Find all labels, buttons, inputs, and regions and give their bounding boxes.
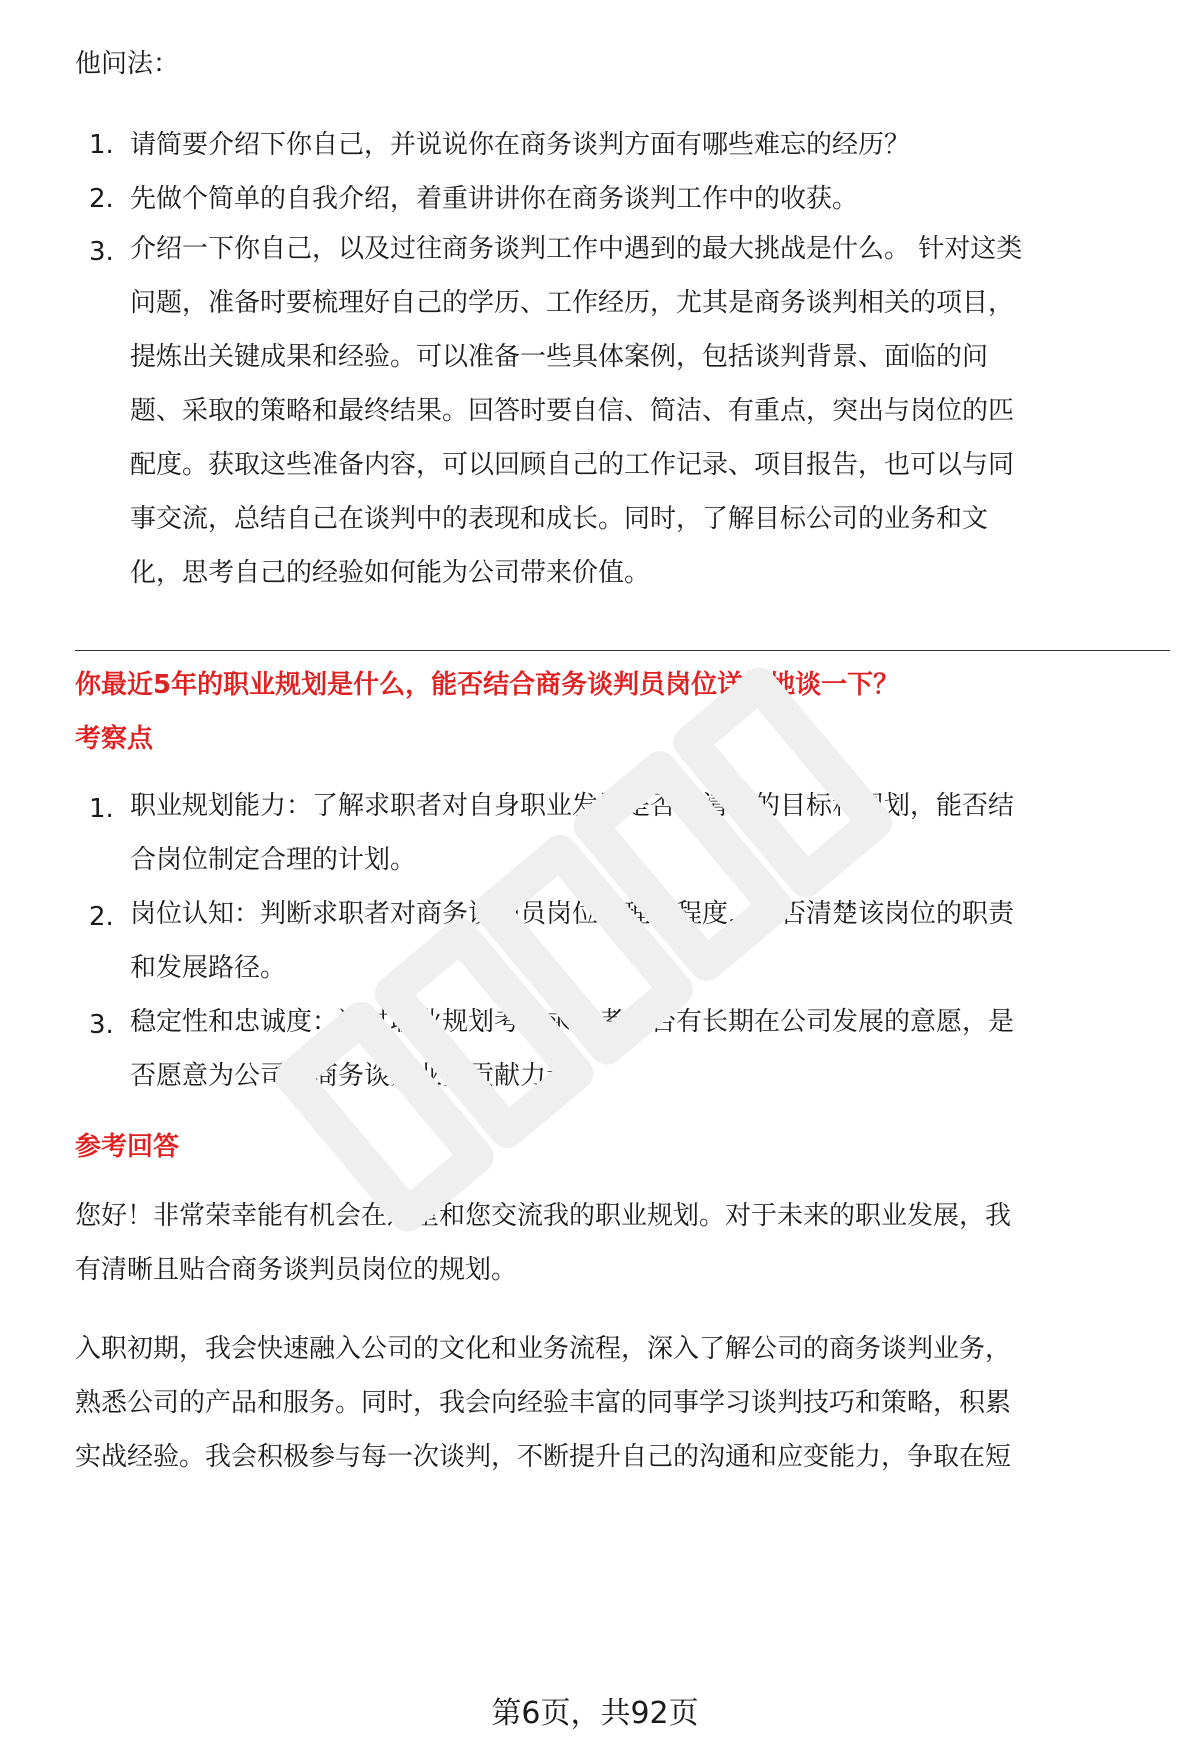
answer-paragraph xyxy=(75,1322,1011,1484)
list-text: 介绍一下你自己，以及过往商务谈判工作中遇到的最大挑战是什么。 针对这类 xyxy=(130,234,1023,264)
list-text: 题、采取的策略和最终结果。回答时要自信、简洁、有重点，突出与岗位的匹 xyxy=(130,396,1015,426)
intro-text: 他问法： xyxy=(75,49,180,79)
list-text: 化，思考自己的经验如何能为公司带来价值。 xyxy=(130,558,651,588)
list-number: 3. xyxy=(89,1010,114,1040)
list-text: 和发展路径。 xyxy=(130,953,287,983)
answer-line: 熟悉公司的产品和服务。同时，我会向经验丰富的同事学习谈判技巧和策略，积累 xyxy=(75,1388,1012,1418)
list-text: 配度。获取这些准备内容，可以回顾自己的工作记录、项目报告，也可以与同 xyxy=(130,450,1015,480)
focus-heading: 考察点 xyxy=(75,724,154,754)
page-number-footer: 第6页，共92页 xyxy=(491,1696,699,1731)
list-text: 请简要介绍下你自己，并说说你在商务谈判方面有哪些难忘的经历？ xyxy=(130,130,911,160)
list-number: 1. xyxy=(89,130,114,160)
answer-line: 实战经验。我会积极参与每一次谈判，不断提升自己的沟通和应变能力，争取在短 xyxy=(75,1442,1012,1472)
list-number: 2. xyxy=(89,902,114,932)
list-text: 问题，准备时要梳理好自己的学历、工作经历，尤其是商务谈判相关的项目， xyxy=(130,288,1015,318)
answer-line: 您好！非常荣幸能有机会在这里和您交流我的职业规划。对于未来的职业发展，我 xyxy=(75,1201,1012,1231)
list-text: 合岗位制定合理的计划。 xyxy=(130,845,417,875)
question-heading: 你最近5年的职业规划是什么，能否结合商务谈判员岗位详细地谈一下？ xyxy=(75,670,900,700)
list-number: 1. xyxy=(89,794,114,824)
list-text: 先做个简单的自我介绍，着重讲讲你在商务谈判工作中的收获。 xyxy=(130,184,859,214)
list-text: 稳定性和忠诚度：通过职业规划考察求职者是否有长期在公司发展的意愿，是 xyxy=(130,1007,1015,1037)
list-text: 否愿意为公司的商务谈判业务贡献力量。 xyxy=(130,1061,599,1091)
list-number: 2. xyxy=(89,184,114,214)
section-divider xyxy=(75,650,1170,651)
list-number: 3. xyxy=(89,237,114,267)
list-text: 事交流，总结自己在谈判中的表现和成长。同时，了解目标公司的业务和文 xyxy=(130,504,989,534)
list-text: 职业规划能力：了解求职者对自身职业发展是否有清晰的目标和规划，能否结 xyxy=(130,791,1015,821)
list-text: 岗位认知：判断求职者对商务谈判员岗位的理解程度，是否清楚该岗位的职责 xyxy=(130,899,1015,929)
answer-line: 有清晰且贴合商务谈判员岗位的规划。 xyxy=(75,1255,518,1285)
answer-line: 入职初期，我会快速融入公司的文化和业务流程，深入了解公司的商务谈判业务， xyxy=(75,1334,1012,1364)
answer-paragraph xyxy=(75,1189,1011,1297)
list-text: 提炼出关键成果和经验。可以准备一些具体案例，包括谈判背景、面临的问 xyxy=(130,342,989,372)
answer-heading: 参考回答 xyxy=(75,1132,180,1162)
